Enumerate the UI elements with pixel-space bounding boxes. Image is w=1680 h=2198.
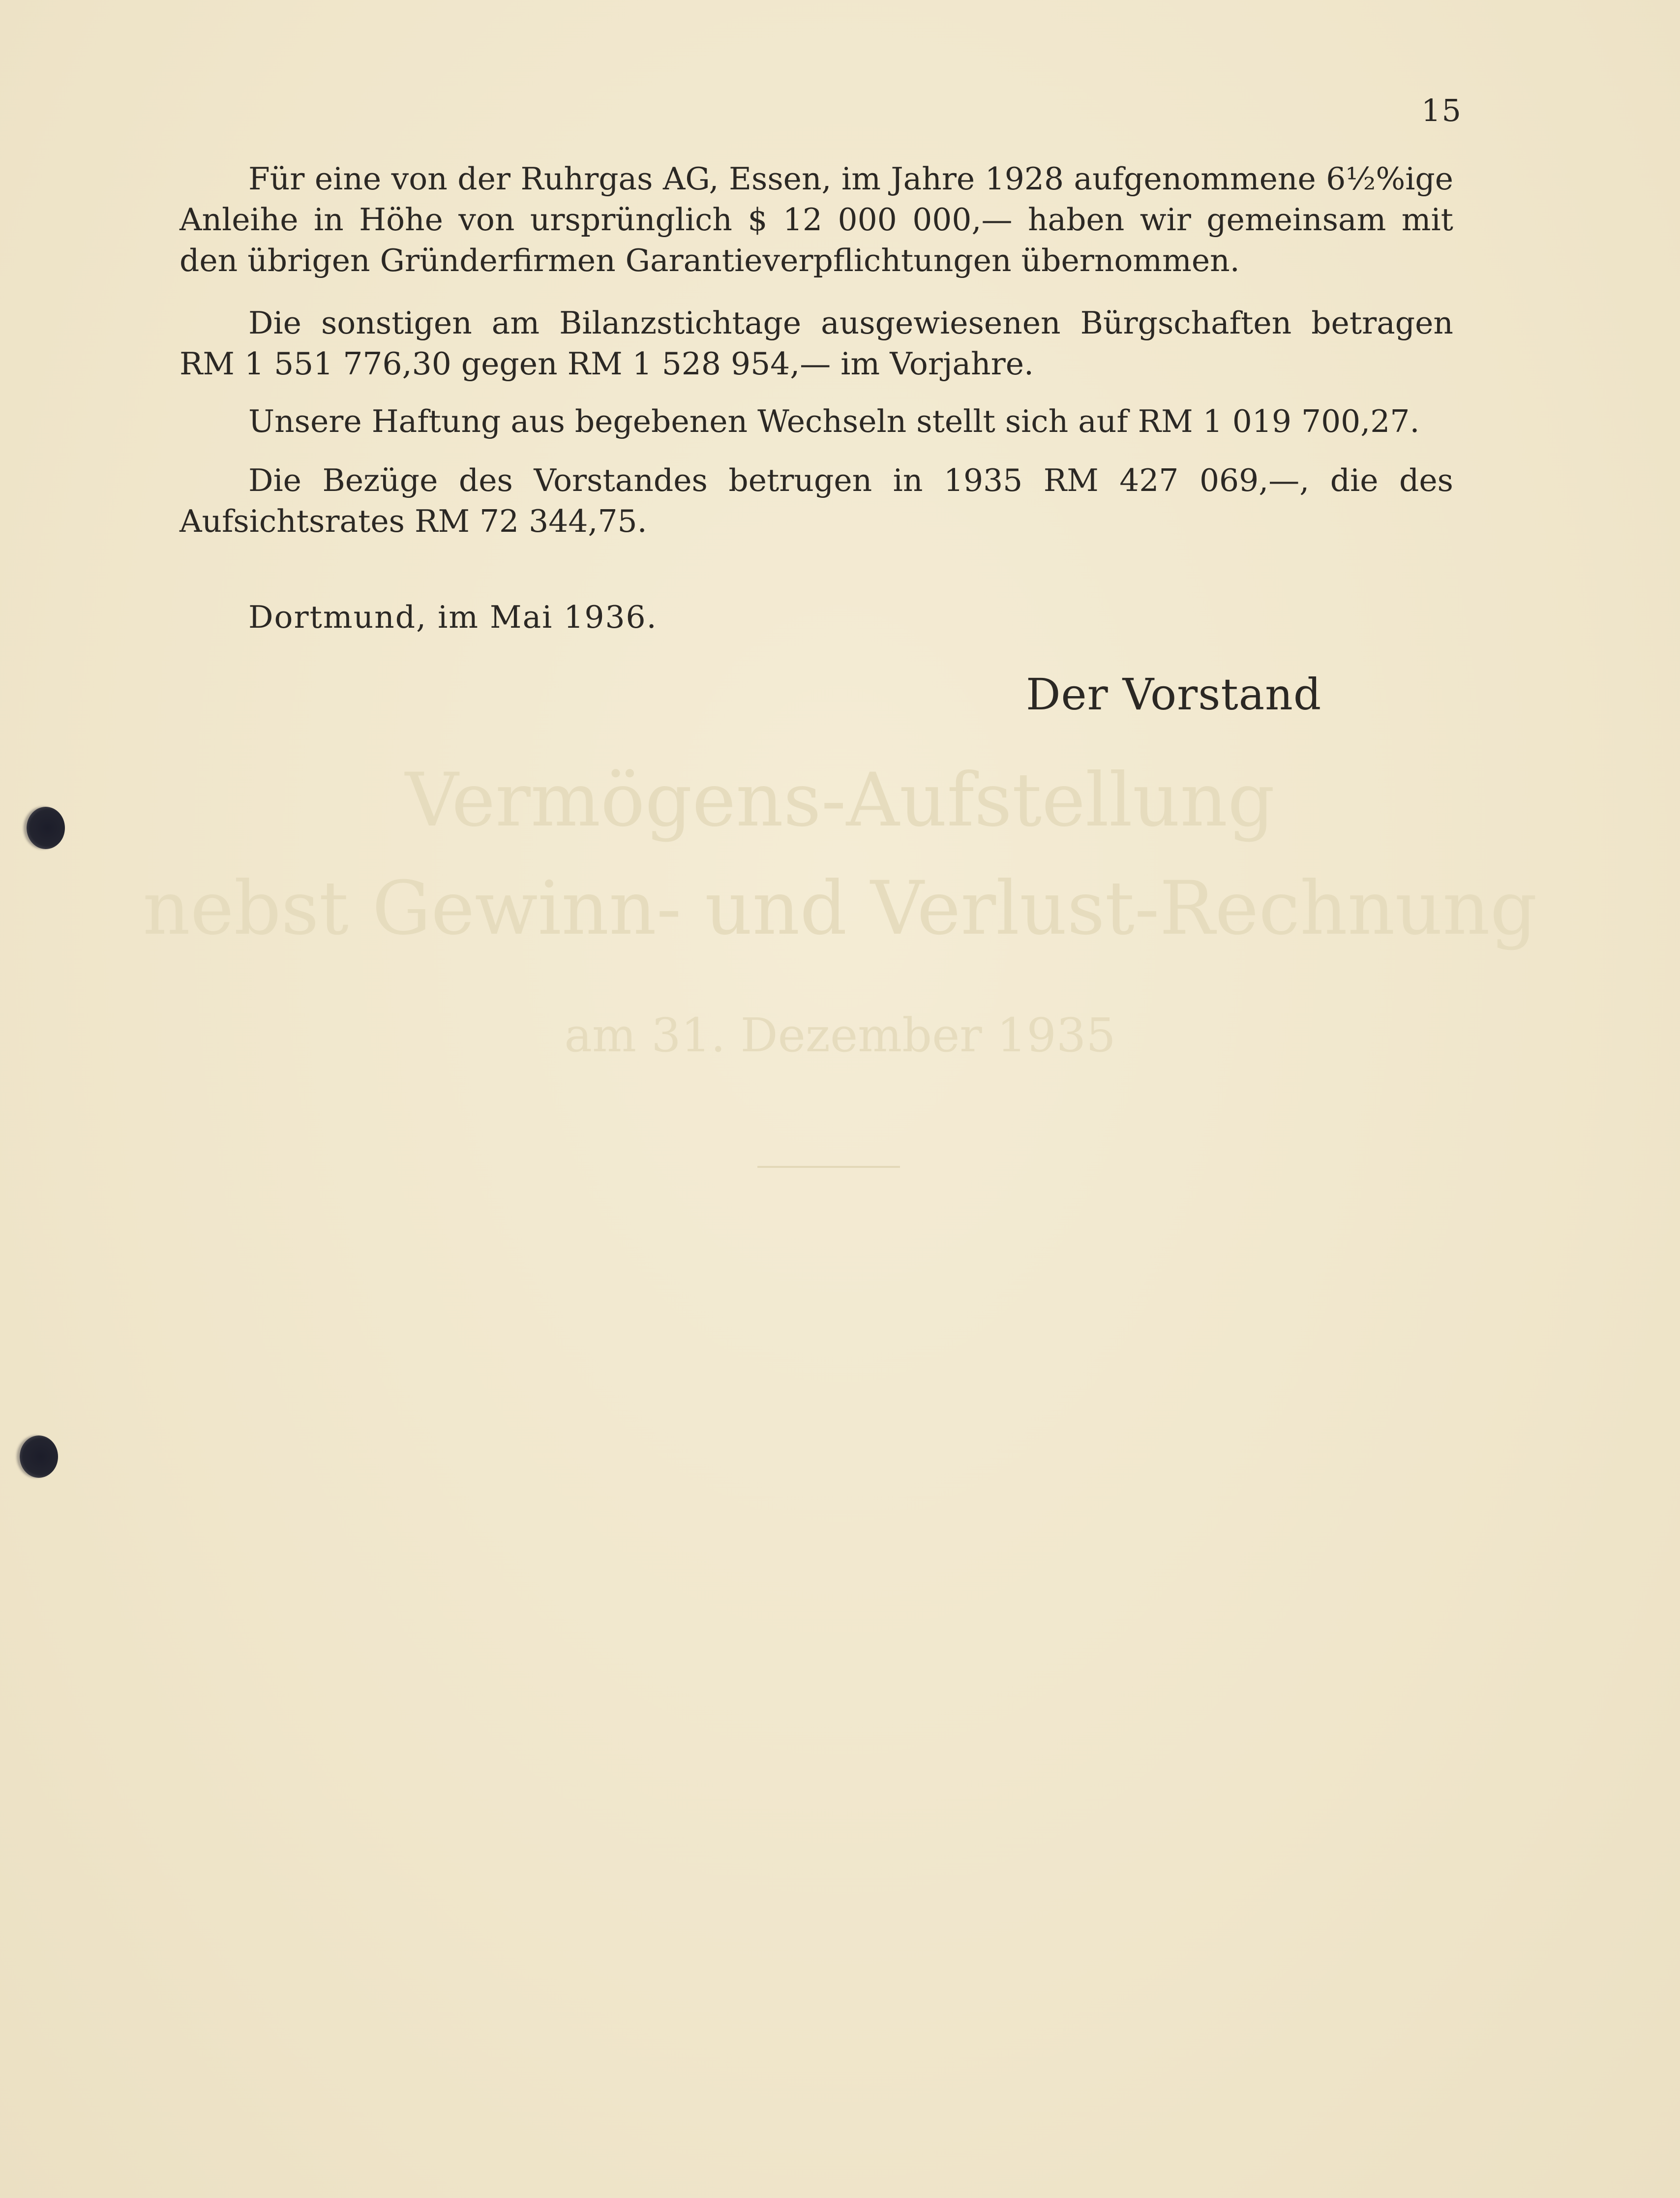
show-through-heading-1: Vermögens-Aufstellung — [405, 758, 1275, 843]
signature-block: Der Vorstand — [1026, 669, 1322, 720]
show-through-date: am 31. Dezember 1935 — [564, 1008, 1116, 1063]
paragraph-buergschaften — [180, 303, 1453, 384]
paragraph-text: Für eine von der Ruhrgas AG, Essen, im Jahre 1928 aufgenommene 6½%ige Anleihe in Höhe von ursprünglich $ 12 000 000,— haben wir gemeinsam mit den übrigen Gründerfirmen Garantieverpflichtungen übernommen. — [180, 161, 1453, 278]
page-number: 15 — [1421, 92, 1462, 128]
paragraph-bezuege — [180, 460, 1453, 542]
paragraph-text: Die sonstigen am Bilanzstichtage ausgewiesenen Bürgschaften betragen RM 1 551 776,30 gegen RM 1 528 954,— im Vorjahre. — [180, 305, 1453, 382]
place-and-date: Dortmund, im Mai 1936. — [248, 599, 658, 635]
show-through-heading-2: nebst Gewinn- und Verlust-Rechnung — [143, 866, 1537, 951]
paragraph-text: Die Bezüge des Vorstandes betrugen in 1935 RM 427 069,—, die des Aufsichtsrates RM 72 344,75. — [180, 462, 1453, 539]
paragraph-text: Unsere Haftung aus begebenen Wechseln stellt sich auf RM 1 019 700,27. — [248, 403, 1420, 439]
show-through-rule — [757, 1166, 900, 1168]
paragraph-ruhrgas-guarantee — [180, 158, 1453, 281]
paragraph-wechsel — [180, 401, 1453, 442]
punch-hole-bottom — [20, 1435, 58, 1478]
punch-hole-top — [27, 807, 65, 849]
